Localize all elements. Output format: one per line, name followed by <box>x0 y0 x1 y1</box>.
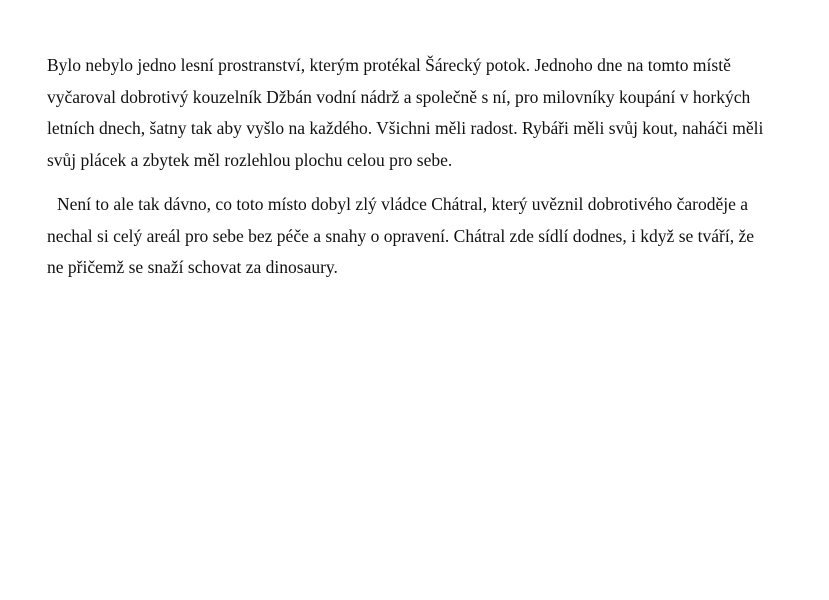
paragraph-2-line-3: ne přičemž se snaží schovat za dinosaury. <box>47 257 338 277</box>
paragraph-2-line-2: nechal si celý areál pro sebe bez péče a snahy o opravení. Chátral zde sídlí dodnes, i když se tváří, že <box>47 225 755 246</box>
paragraph-2-line-1: Není to ale tak dávno, co toto místo dobyl zlý vládce Chátral, který uvěznil dobrotivého čaroděje a <box>57 194 749 214</box>
document-body <box>47 50 807 284</box>
paragraph-1 <box>47 50 807 176</box>
paragraph-1-line-1: Bylo nebylo jedno lesní prostranství, kterým protékal Šárecký potok. Jednoho dne na tomto místě <box>47 55 731 75</box>
paragraph-2 <box>47 189 807 284</box>
paragraph-1-line-2: vyčaroval dobrotivý kouzelník Džbán vodní nádrž a společně s ní, pro milovníky koupání v horkých <box>47 86 751 107</box>
paragraph-1-line-4: svůj plácek a zbytek měl rozlehlou plochu celou pro sebe. <box>47 149 453 170</box>
paragraph-1-line-3: letních dnech, šatny tak aby vyšlo na každého. Všichni měli radost. Rybáři měli svůj kout, naháči měli <box>47 118 764 138</box>
